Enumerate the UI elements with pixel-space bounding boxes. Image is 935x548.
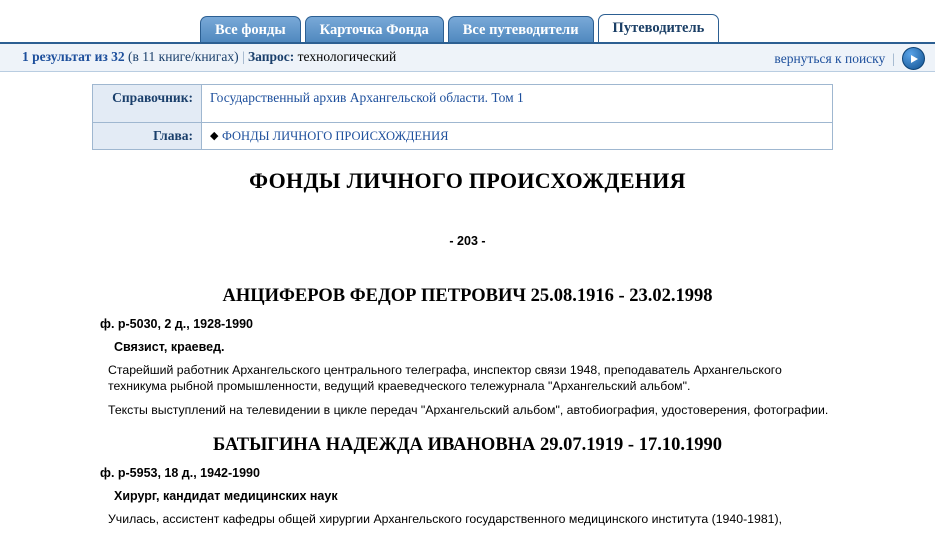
chapter-label: Глава: bbox=[93, 123, 202, 150]
tab-guide[interactable]: Путеводитель bbox=[598, 14, 720, 44]
result-count: 1 результат из 32 bbox=[22, 49, 125, 64]
list-item bbox=[100, 286, 835, 419]
tab-fund-card[interactable]: Карточка Фонда bbox=[305, 16, 444, 44]
tab-all-funds[interactable]: Все фонды bbox=[200, 16, 301, 44]
document-body bbox=[0, 150, 935, 543]
tab-list bbox=[200, 14, 719, 44]
entry-fond-info: ф. р-5030, 2 д., 1928-1990 bbox=[100, 317, 253, 331]
status-separator: | bbox=[241, 49, 245, 64]
entry-paragraph: Училась, ассистент кафедры общей хирургии Архангельского государственного медицинского института (1940-1981), bbox=[108, 511, 783, 526]
tab-all-guides[interactable]: Все путеводители bbox=[448, 16, 594, 44]
query-value: технологический bbox=[297, 49, 397, 64]
table-row bbox=[93, 123, 833, 150]
info-panel bbox=[0, 72, 935, 150]
arrow-right-icon[interactable] bbox=[902, 47, 925, 70]
status-actions bbox=[774, 47, 925, 70]
query-label: Запрос: bbox=[248, 49, 295, 64]
page-number: - 203 - bbox=[449, 234, 486, 248]
table-row bbox=[93, 85, 833, 123]
reference-label: Справочник: bbox=[93, 85, 202, 123]
page-title: ФОНДЫ ЛИЧНОГО ПРОИСХОЖДЕНИЯ bbox=[249, 168, 686, 193]
entry-paragraph: Тексты выступлений на телевидении в цикле передач "Архангельский альбом", автобиография, удостоверения, фотографии. bbox=[108, 403, 829, 417]
entry-heading: БАТЫГИНА НАДЕЖДА ИВАНОВНА 29.07.1919 - 17.10.1990 bbox=[213, 434, 722, 455]
entry-profession: Хирург, кандидат медицинских наук bbox=[114, 488, 338, 503]
tab-bar bbox=[0, 0, 935, 44]
chapter-link[interactable]: ФОНДЫ ЛИЧНОГО ПРОИСХОЖДЕНИЯ bbox=[222, 129, 449, 143]
chapter-value bbox=[202, 123, 833, 150]
reference-value: Государственный архив Архангельской области. Том 1 bbox=[202, 85, 833, 123]
entry-fond-info: ф. р-5953, 18 д., 1942-1990 bbox=[100, 465, 260, 480]
entry-heading: АНЦИФЕРОВ ФЕДОР ПЕТРОВИЧ 25.08.1916 - 23.02.1998 bbox=[222, 286, 713, 306]
entry-paragraph: Старейший работник Архангельского центрального телеграфа, инспектор связи 1948, преподаватель Архангельского техникума рыбной промышленности, ведущий краеведческого тележурнала "Архангельский альбом". bbox=[108, 363, 782, 393]
book-count: (в 11 книге/книгах) bbox=[128, 49, 239, 64]
entry-profession: Связист, краевед. bbox=[114, 340, 225, 354]
status-actions-separator: | bbox=[892, 50, 895, 66]
status-summary bbox=[22, 49, 396, 65]
status-bar bbox=[0, 44, 935, 72]
list-item bbox=[100, 435, 835, 528]
diamond-bullet-icon: ◆ bbox=[210, 130, 219, 142]
back-to-search-link[interactable]: вернуться к поиску bbox=[774, 50, 886, 66]
info-table bbox=[92, 84, 833, 150]
